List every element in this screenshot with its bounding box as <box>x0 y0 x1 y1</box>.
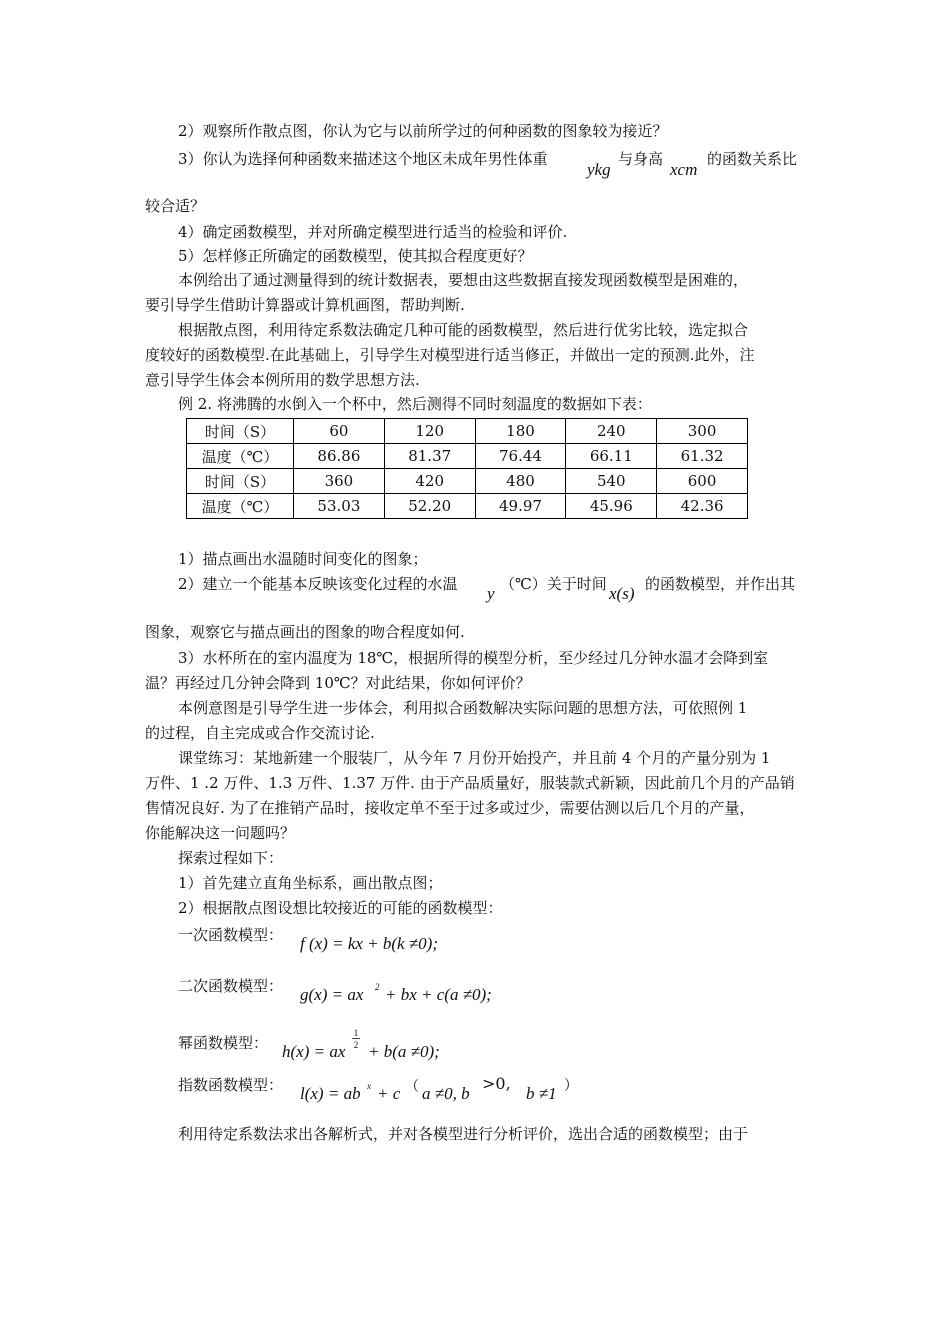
exponential-model-label: 指数函数模型： <box>178 1076 284 1094</box>
exponential-condition-gt: >0, <box>482 1074 511 1093</box>
example-2-heading: 例 2. 将沸腾的水倒入一个杯中，然后测得不同时刻温度的数据如下表： <box>178 395 652 413</box>
step-2: 2）根据散点图设想比较接近的可能的函数模型： <box>178 899 503 917</box>
table-cell: 86.86 <box>294 444 385 469</box>
power-exponent-denominator: 2 <box>353 1040 359 1050</box>
temperature-variable: y <box>487 584 495 603</box>
para-2-line-1: 根据散点图，利用待定系数法确定几种可能的函数模型，然后进行优劣比较，选定拟合 <box>178 321 749 339</box>
table-cell: 300 <box>657 419 748 444</box>
table-cell: 76.44 <box>475 444 566 469</box>
task-2-text: 2）建立一个能基本反映该变化过程的水温 <box>178 575 458 593</box>
exponential-exponent: x <box>367 1081 371 1091</box>
task-1: 1）描点画出水温随时间变化的图象； <box>178 550 428 568</box>
exercise-line-2: 万件、1 .2 万件、1.3 万件、1.37 万件. 由于产品质量好，服装款式新颖，因此前几个月的产品销 <box>145 774 795 792</box>
height-variable: xcm <box>670 160 698 179</box>
exploration-heading: 探索过程如下： <box>178 849 284 867</box>
power-exponent-numerator: 1 <box>353 1028 359 1038</box>
task-2-mid: （℃）关于时间 <box>500 575 607 593</box>
para-1-line-1: 本例给出了通过测量得到的统计数据表，要想由这些数据直接发现函数模型是困难的， <box>178 271 749 289</box>
linear-model-label: 一次函数模型： <box>178 926 284 944</box>
table-cell: 42.36 <box>657 494 748 519</box>
table-cell: 61.32 <box>657 444 748 469</box>
table-row <box>187 469 748 494</box>
table-cell: 81.37 <box>384 444 475 469</box>
table-cell: 温度（℃） <box>187 444 294 469</box>
exercise-line-1: 课堂练习：某地新建一个服装厂，从今年 7 月份开始投产，并且前 4 个月的产量分别为 1 <box>178 749 771 767</box>
table-cell: 240 <box>566 419 657 444</box>
table-row <box>187 444 748 469</box>
weight-variable: ykg <box>587 160 611 179</box>
condition-open-paren: （ <box>405 1079 419 1095</box>
table-cell: 66.11 <box>566 444 657 469</box>
table-cell: 360 <box>294 469 385 494</box>
table-cell: 120 <box>384 419 475 444</box>
exercise-line-4: 你能解决这一问题吗？ <box>145 824 296 842</box>
question-3-cont: 较合适？ <box>145 197 206 215</box>
para-3-line-2: 的过程，自主完成或合作交流讨论. <box>145 724 375 742</box>
time-variable: x(s) <box>609 584 635 603</box>
table-cell: 时间（S） <box>187 469 294 494</box>
power-model-formula-b: + b(a ≠0); <box>368 1042 440 1061</box>
question-5: 5）怎样修正所确定的函数模型，使其拟合程度更好？ <box>178 247 533 265</box>
exponential-model-formula-b: + c <box>377 1084 401 1103</box>
exponential-model-formula-a: l(x) = ab <box>300 1084 361 1103</box>
task-3-line-1: 3）水杯所在的室内温度为 18℃，根据所得的模型分析，至少经过几分钟水温才会降到室 <box>178 649 769 667</box>
table-cell: 60 <box>294 419 385 444</box>
question-3-mid: 与身高 <box>618 150 664 168</box>
power-model-formula-a: h(x) = ax <box>282 1042 346 1061</box>
exercise-line-3: 售情况良好. 为了在推销产品时，接收定单不至于过多或过少，需要估测以后几个月的产量， <box>145 799 755 817</box>
quadratic-model-formula-b: + bx + c(a ≠0); <box>385 985 492 1004</box>
para-2-line-3: 意引导学生体会本例所用的数学思想方法. <box>145 371 420 389</box>
table-cell: 180 <box>475 419 566 444</box>
para-1-line-2: 要引导学生借助计算器或计算机画图，帮助判断. <box>145 296 465 314</box>
para-3-line-1: 本例意图是引导学生进一步体会，利用拟合函数解决实际问题的思想方法，可依照例 1 <box>178 699 748 717</box>
task-2-cont: 图象，观察它与描点画出的图象的吻合程度如何. <box>145 623 465 641</box>
table-cell: 45.96 <box>566 494 657 519</box>
table-row <box>187 419 748 444</box>
exponential-condition-b: b ≠1 <box>526 1084 557 1103</box>
table-cell: 600 <box>657 469 748 494</box>
para-2-line-2: 度较好的函数模型.在此基础上，引导学生对模型进行适当修正，并做出一定的预测.此外，注 <box>145 346 755 364</box>
table-cell: 540 <box>566 469 657 494</box>
condition-close-paren: ） <box>564 1078 578 1094</box>
quadratic-model-label: 二次函数模型： <box>178 977 284 995</box>
table-cell: 温度（℃） <box>187 494 294 519</box>
fraction-bar <box>352 1038 360 1039</box>
power-model-label: 幂函数模型： <box>178 1034 269 1052</box>
table-row <box>187 494 748 519</box>
step-1: 1）首先建立直角坐标系，画出散点图； <box>178 874 443 892</box>
table-cell: 时间（S） <box>187 419 294 444</box>
question-3-end: 的函数关系比 <box>707 150 798 168</box>
table-cell: 53.03 <box>294 494 385 519</box>
exponential-condition-a: a ≠0, b <box>422 1084 470 1103</box>
quadratic-model-formula-a: g(x) = ax <box>300 985 364 1004</box>
linear-model-formula: f (x) = kx + b(k ≠0); <box>300 934 438 953</box>
question-4: 4）确定函数模型，并对所确定模型进行适当的检验和评价. <box>178 223 568 241</box>
table-cell: 420 <box>384 469 475 494</box>
table-cell: 49.97 <box>475 494 566 519</box>
temperature-table <box>186 418 748 519</box>
table-cell: 480 <box>475 469 566 494</box>
question-3-text: 3）你认为选择何种函数来描述这个地区未成年男性体重 <box>178 150 548 168</box>
question-2: 2）观察所作散点图，你认为它与以前所学过的何种函数的图象较为接近？ <box>178 122 668 140</box>
closing-line: 利用待定系数法求出各解析式，并对各模型进行分析评价，选出合适的函数模型；由于 <box>178 1125 749 1143</box>
table-cell: 52.20 <box>384 494 475 519</box>
task-3-line-2: 温？再经过几分钟会降到 10℃？对此结果，你如何评价？ <box>145 674 531 692</box>
task-2-end: 的函数模型，并作出其 <box>645 575 796 593</box>
quadratic-exponent: 2 <box>375 982 380 992</box>
